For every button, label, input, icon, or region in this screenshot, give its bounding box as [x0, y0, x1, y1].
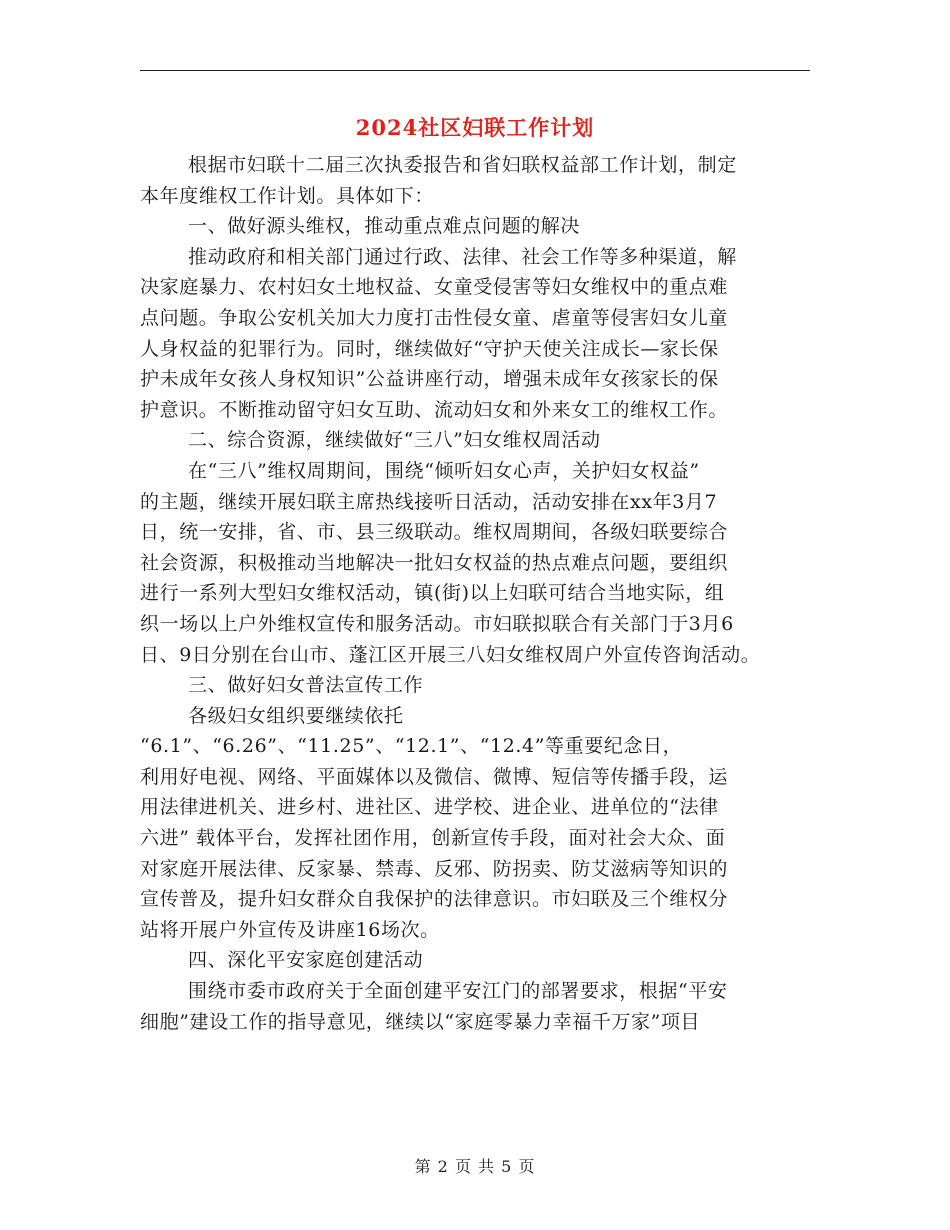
- page-number: 第 2 页 共 5 页: [414, 1157, 536, 1176]
- text-line: 用法律进机关、进乡村、进社区、进学校、进企业、进单位的“法律: [140, 796, 719, 819]
- text-line: 护未成年女孩人身权知识”公益讲座行动，增强未成年女孩家长的保: [140, 368, 719, 391]
- text-line: 的主题，继续开展妇联主席热线接听日活动，活动安排在xx年3月7: [140, 490, 718, 513]
- text-line: 日，统一安排，省、市、县三级联动。维权周期间，各级妇联要综合: [140, 521, 729, 544]
- text-line: 在“三八”维权周期间，围绕“倾听妇女心声，关护妇女权益”: [188, 459, 700, 482]
- text-line: 宣传普及，提升妇女群众自我保护的法律意识。市妇联及三个维权分: [140, 888, 729, 911]
- text-line: 推动政府和相关部门通过行政、法律、社会工作等多种渠道，解: [188, 245, 737, 268]
- text-line: 三、做好妇女普法宣传工作: [188, 674, 424, 697]
- text-line: 围绕市委市政府关于全面创建平安江门的部署要求，根据“平安: [188, 980, 728, 1003]
- text-line: 护意识。不断推动留守妇女互助、流动妇女和外来女工的维权工作。: [140, 398, 729, 421]
- text-line: 决家庭暴力、农村妇女土地权益、女童受侵害等妇女维权中的重点难: [140, 276, 729, 299]
- text-line: 站将开展户外宣传及讲座16场次。: [140, 918, 440, 941]
- document-title: 2024社区妇联工作计划: [355, 115, 595, 140]
- text-line: 社会资源，积极推动当地解决一批妇女权益的热点难点问题，要组织: [140, 551, 729, 574]
- text-line: 日、9日分别在台山市、蓬江区开展三八妇女维权周户外宣传咨询活动。: [140, 643, 761, 666]
- text-line: 各级妇女组织要继续依托: [188, 704, 404, 727]
- text-line: 四、深化平安家庭创建活动: [188, 949, 424, 972]
- text-line: 织一场以上户外维权宣传和服务活动。市妇联拟联合有关部门于3月6: [140, 612, 734, 635]
- text-line: 一、做好源头维权，推动重点难点问题的解决: [188, 215, 581, 238]
- text-line: 本年度维权工作计划。具体如下：: [140, 184, 435, 207]
- text-line: 利用好电视、网络、平面媒体以及微信、微博、短信等传播手段，运: [140, 765, 729, 788]
- text-line: 人身权益的犯罪行为。同时，继续做好“守护天使关注成长—家长保: [140, 337, 719, 360]
- text-line: 对家庭开展法律、反家暴、禁毒、反邪、防拐卖、防艾滋病等知识的: [140, 857, 729, 880]
- text-line: 根据市妇联十二届三次执委报告和省妇联权益部工作计划，制定: [188, 154, 737, 176]
- text-line: 点问题。争取公安机关加大力度打击性侵女童、虐童等侵害妇女儿童: [140, 306, 729, 329]
- text-line: 二、综合资源，继续做好“三八”妇女维权周活动: [188, 429, 601, 452]
- document-body: [140, 150, 800, 1037]
- text-line: 进行一系列大型妇女维权活动，镇(街)以上妇联可结合当地实际，组: [140, 582, 725, 605]
- text-line: “6.1”、“6.26”、“11.25”、“12.1”、“12.4”等重要纪念日，: [140, 735, 683, 758]
- header-rule: [140, 70, 810, 71]
- text-line: 六进” 载体平台，发挥社团作用，创新宣传手段，面对社会大众、面: [140, 827, 726, 850]
- text-line: 细胞”建设工作的指导意见，继续以“家庭零暴力幸福千万家”项目: [140, 1010, 701, 1033]
